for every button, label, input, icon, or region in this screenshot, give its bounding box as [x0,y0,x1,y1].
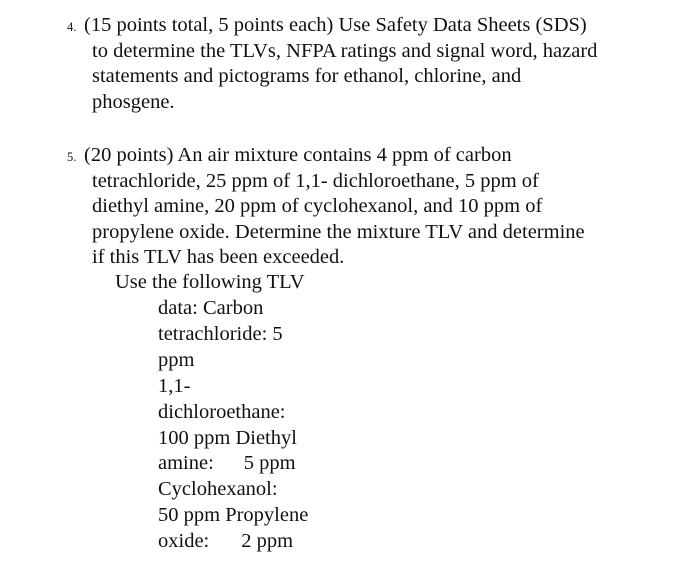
tlv-line: ppm [158,348,195,371]
question-number: 5. [67,150,77,164]
tlv-line: tetrachloride: 5 [158,322,283,345]
tlv-oxide-value: 2 ppm [241,530,294,553]
tlv-line: data: Carbon [158,297,264,319]
tlv-line: 50 ppm Propylene [158,504,309,527]
tlv-amine-label: amine: [158,452,214,475]
tlv-intro: Use the following TLV [115,271,305,293]
tlv-line: dichloroethane: [158,400,286,423]
tlv-line: 1,1- [158,374,191,397]
question-text-line: diethyl amine, 20 ppm of cyclohexanol, and 10 ppm of [92,195,543,218]
question-text-line: (20 points) An air mixture contains 4 ppm of carbon [84,144,512,166]
tlv-amine-row [158,451,358,477]
question-text-line: to determine the TLVs, NFPA ratings and signal word, hazard [92,39,598,62]
tlv-oxide-row [158,529,358,555]
tlv-line: Cyclohexanol: [158,478,278,501]
question-text-line: (15 points total, 5 points each) Use Safety Data Sheets (SDS) [84,14,587,36]
question-number: 4. [67,20,77,34]
question-text-line: if this TLV has been exceeded. [92,246,345,269]
question-text-line: statements and pictograms for ethanol, chlorine, and [92,65,522,88]
tlv-line: 100 ppm Diethyl [158,426,297,449]
tlv-data-block [158,296,358,555]
question-4 [67,13,672,115]
question-text-line: tetrachloride, 25 ppm of 1,1- dichloroethane, 5 ppm of [92,169,539,192]
tlv-oxide-label: oxide: [158,530,210,553]
question-text-line: propylene oxide. Determine the mixture TLV and determine [92,220,585,243]
tlv-amine-value: 5 ppm [243,452,296,475]
question-text-line: phosgene. [92,90,175,113]
question-5 [67,143,672,271]
